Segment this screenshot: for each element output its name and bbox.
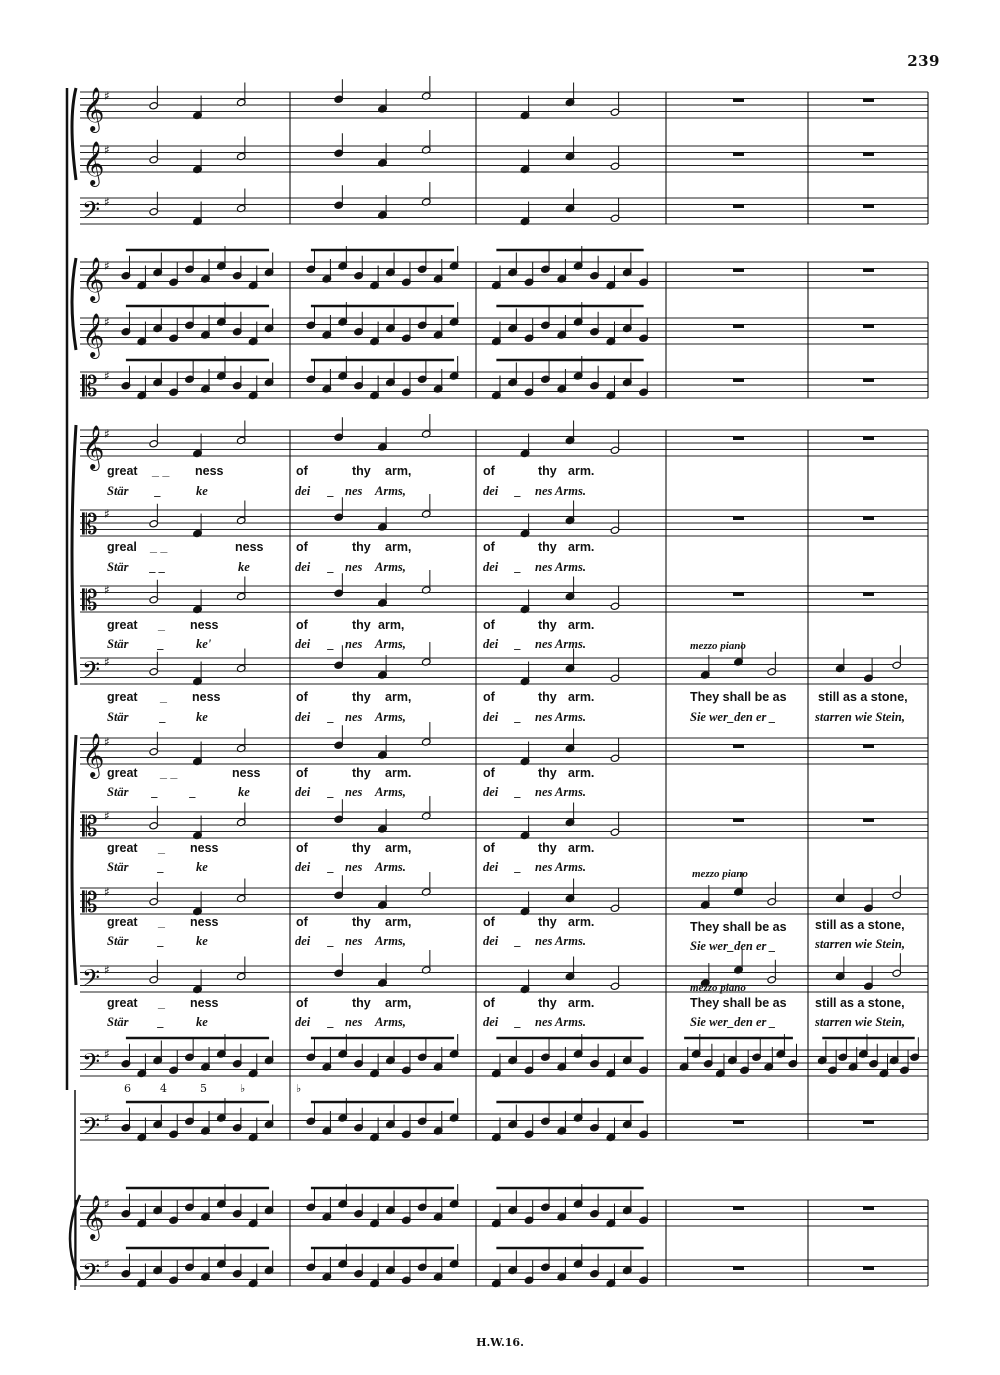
sharp-icon: ♯	[104, 963, 110, 977]
lyric: of	[483, 996, 495, 1010]
staff-lines	[80, 92, 928, 1286]
lyric: _	[158, 860, 165, 874]
clef-icon: 𝄢	[82, 1048, 101, 1081]
lyric: _	[328, 484, 335, 498]
lyric: _	[515, 484, 522, 498]
rest-icon	[734, 325, 744, 328]
sharp-icon: ♯	[104, 735, 110, 749]
lyric: nes	[345, 484, 363, 498]
lyric: arm.	[568, 996, 595, 1010]
lyric: Stär	[107, 860, 129, 874]
figured-bass-icon: 6	[124, 1082, 131, 1095]
lyric: thy	[538, 464, 557, 478]
lyric: ness	[192, 690, 221, 704]
lyric: Stär	[107, 934, 129, 948]
lyric: dei	[483, 637, 499, 651]
lyric: Arms,	[375, 1015, 406, 1029]
rest-icon	[734, 745, 744, 748]
lyric: dei	[295, 934, 311, 948]
clef-icon: 𝄞	[82, 87, 105, 131]
dynamic-marking: mezzo piano	[692, 868, 748, 880]
clef-icon: 𝄞	[82, 425, 105, 469]
lyric: thy	[538, 841, 557, 855]
lyric: ke	[196, 710, 208, 724]
lyric: nes	[345, 710, 363, 724]
lyric: greal	[107, 540, 137, 554]
lyric: nes	[345, 934, 363, 948]
lyric: great	[107, 690, 138, 704]
lyric: nes	[345, 785, 363, 799]
lyric: still as a stone,	[818, 690, 908, 704]
lyric: of	[483, 464, 495, 478]
lyric: Stär	[107, 484, 129, 498]
lyric: Arms,	[375, 637, 406, 651]
lyric: thy	[352, 915, 371, 929]
barlines	[76, 92, 928, 1286]
lyric: _	[515, 934, 522, 948]
lyric: dei	[295, 785, 311, 799]
rest-icon	[864, 379, 874, 382]
lyric: Arms,	[375, 484, 406, 498]
lyric: ke	[238, 560, 250, 574]
lyric: thy	[352, 996, 371, 1010]
rest-icon	[734, 517, 744, 520]
sharp-icon: ♯	[104, 655, 110, 669]
lyric: arm.	[385, 766, 412, 780]
lyric: great	[107, 766, 138, 780]
rest-icon	[864, 99, 874, 102]
sharp-icon: ♯	[104, 583, 110, 597]
dynamic-marking: mezzo piano	[690, 640, 746, 652]
lyric: Arms,	[375, 785, 406, 799]
dynamic-marking: mezzo piano	[690, 982, 746, 994]
lyric: dei	[483, 710, 499, 724]
lyric: _ _	[152, 464, 170, 478]
lyric: Sie wer_den er _	[690, 1015, 776, 1029]
lyric: Stär	[107, 785, 129, 799]
clef-icon: 𝄞	[82, 313, 105, 357]
lyric: arm,	[378, 618, 405, 632]
lyric: of	[296, 841, 308, 855]
rest-icon	[734, 1267, 744, 1270]
lyric: _	[158, 915, 165, 929]
lyric: _	[515, 1015, 522, 1029]
lyric: thy	[352, 766, 371, 780]
lyric: nes	[345, 860, 363, 874]
lyric: _	[328, 1015, 335, 1029]
lyric: dei	[483, 934, 499, 948]
lyric: dei	[295, 1015, 311, 1029]
lyric: _	[158, 637, 165, 651]
lyric: _	[515, 860, 522, 874]
lyric: arm,	[385, 540, 412, 554]
lyric: They shall be as	[690, 996, 787, 1010]
lyric: still as a stone,	[815, 996, 905, 1010]
lyric: arm,	[385, 996, 412, 1010]
sharp-icon: ♯	[104, 89, 110, 103]
lyric: great	[107, 841, 138, 855]
lyric: _	[158, 841, 165, 855]
lyric: ke	[196, 860, 208, 874]
sharp-icon: ♯	[104, 195, 110, 209]
lyric: arm.	[568, 766, 595, 780]
clef-icon: 𝄞	[82, 1195, 105, 1239]
lyric: of	[483, 841, 495, 855]
lyric: dei	[295, 484, 311, 498]
rest-icon	[864, 1121, 874, 1124]
lyric: of	[483, 690, 495, 704]
lyric: thy	[538, 618, 557, 632]
page-number: 239	[907, 52, 940, 70]
lyric: ke	[196, 934, 208, 948]
figured-bass-icon: ♭	[296, 1082, 302, 1095]
sharp-icon: ♯	[104, 507, 110, 521]
lyric: ness	[195, 464, 224, 478]
lyric: ke'	[196, 637, 212, 651]
lyric: nes Arms.	[535, 637, 586, 651]
lyric: of	[296, 766, 308, 780]
rest-icon	[864, 819, 874, 822]
lyric: ness	[190, 618, 219, 632]
lyric: of	[296, 464, 308, 478]
lyric: great	[107, 464, 138, 478]
lyric: ke	[196, 484, 208, 498]
lyric: _	[328, 637, 335, 651]
lyric: _	[158, 934, 165, 948]
lyric: nes Arms.	[535, 710, 586, 724]
lyric: thy	[352, 690, 371, 704]
lyric: of	[296, 540, 308, 554]
clef-icon: 𝄡	[82, 810, 98, 843]
sharp-icon: ♯	[104, 1257, 110, 1271]
lyric: _	[158, 1015, 165, 1029]
sharp-icon: ♯	[104, 885, 110, 899]
rest-icon	[734, 99, 744, 102]
lyric: dei	[483, 1015, 499, 1029]
lyric: thy	[352, 540, 371, 554]
lyric: arm.	[568, 915, 595, 929]
lyric: thy	[352, 464, 371, 478]
rest-icon	[734, 1207, 744, 1210]
clef-icon: 𝄞	[82, 733, 105, 777]
lyric: arm.	[568, 618, 595, 632]
lyric: arm.	[568, 464, 595, 478]
lyric: _	[515, 637, 522, 651]
figured-bass-icon: 4	[160, 1082, 167, 1095]
lyric: They shall be as	[690, 920, 787, 934]
lyric: dei	[483, 484, 499, 498]
lyric: arm.	[568, 540, 595, 554]
sharp-icon: ♯	[104, 1111, 110, 1125]
lyric: of	[483, 766, 495, 780]
lyric: nes	[345, 637, 363, 651]
lyric: Stär	[107, 637, 129, 651]
lyric: dei	[295, 637, 311, 651]
figured-bass-icon: 5	[200, 1082, 207, 1095]
lyric: _	[328, 710, 335, 724]
lyric: dei	[483, 860, 499, 874]
lyric: thy	[538, 540, 557, 554]
lyric: Stär	[107, 710, 129, 724]
lyric: nes	[345, 560, 363, 574]
lyric: ness	[235, 540, 264, 554]
lyric: nes Arms.	[535, 484, 586, 498]
lyric: _	[160, 710, 167, 724]
clef-icon: 𝄞	[82, 257, 105, 301]
lyric: _	[515, 560, 522, 574]
lyric: ness	[190, 996, 219, 1010]
lyric: ness	[190, 915, 219, 929]
system-brackets	[67, 88, 80, 1290]
lyric: of	[483, 540, 495, 554]
sharp-icon: ♯	[104, 369, 110, 383]
plate-mark: H.W.16.	[476, 1336, 524, 1349]
lyric: of	[483, 618, 495, 632]
clef-icon: 𝄡	[82, 886, 98, 919]
clef-icon: 𝄢	[82, 196, 101, 229]
lyric: dei	[295, 710, 311, 724]
lyric: nes Arms.	[535, 860, 586, 874]
notes	[121, 76, 919, 1288]
lyric: _ _	[150, 560, 166, 574]
rest-icon	[864, 593, 874, 596]
lyric: They shall be as	[690, 690, 787, 704]
lyric: thy	[538, 915, 557, 929]
rest-icon	[864, 1267, 874, 1270]
lyric: _	[152, 785, 159, 799]
lyric: dei	[295, 860, 311, 874]
lyric: dei	[483, 785, 499, 799]
sharp-icon: ♯	[104, 427, 110, 441]
clef-icon: 𝄢	[82, 964, 101, 997]
lyric: arm,	[385, 690, 412, 704]
lyric: thy	[538, 996, 557, 1010]
lyric: great	[107, 915, 138, 929]
lyric: _	[328, 934, 335, 948]
lyric: ness	[232, 766, 261, 780]
clef-icon: 𝄡	[82, 370, 98, 403]
lyric: _ _	[160, 766, 178, 780]
lyric: Arms,	[375, 560, 406, 574]
lyric: of	[296, 618, 308, 632]
sharp-icon: ♯	[104, 143, 110, 157]
lyric: _	[158, 996, 165, 1010]
rest-icon	[864, 325, 874, 328]
rest-icon	[864, 1207, 874, 1210]
lyric: arm.	[568, 841, 595, 855]
lyric: thy	[352, 618, 371, 632]
lyric: _	[158, 618, 165, 632]
clef-icon: 𝄡	[82, 508, 98, 541]
lyric: ke	[238, 785, 250, 799]
lyric: starren wie Stein,	[815, 1015, 905, 1029]
lyric: _	[160, 690, 167, 704]
lyric: _	[328, 860, 335, 874]
lyric: nes Arms.	[535, 934, 586, 948]
rest-icon	[864, 437, 874, 440]
lyric: great	[107, 996, 138, 1010]
lyric: of	[296, 915, 308, 929]
rest-icon	[734, 205, 744, 208]
lyric: thy	[352, 841, 371, 855]
lyric: dei	[295, 560, 311, 574]
rest-icon	[734, 153, 744, 156]
rest-icon	[864, 205, 874, 208]
clef-icon: 𝄞	[82, 141, 105, 185]
rest-icon	[734, 269, 744, 272]
lyric: nes	[345, 1015, 363, 1029]
lyric: _ _	[150, 540, 168, 554]
rest-icon	[864, 269, 874, 272]
lyric: Sie wer_den er _	[690, 939, 776, 953]
rest-icon	[864, 153, 874, 156]
rest-icon	[734, 437, 744, 440]
rest-icon	[734, 1121, 744, 1124]
lyric: _	[515, 710, 522, 724]
lyric: Stär	[107, 1015, 129, 1029]
lyric: _	[328, 785, 335, 799]
rest-icon	[734, 819, 744, 822]
lyric: arm,	[385, 464, 412, 478]
rest-icon	[734, 379, 744, 382]
lyric: _	[515, 785, 522, 799]
rest-icon	[864, 517, 874, 520]
lyric: ke	[196, 1015, 208, 1029]
lyric: Arms,	[375, 934, 406, 948]
lyric: great	[107, 618, 138, 632]
rest-icon	[734, 593, 744, 596]
lyric: starren wie Stein,	[815, 937, 905, 951]
lyric: nes Arms.	[535, 785, 586, 799]
lyric: arm,	[385, 841, 412, 855]
lyric: arm,	[385, 915, 412, 929]
lyric: Arms.	[375, 860, 406, 874]
sharp-icon: ♯	[104, 259, 110, 273]
lyric: still as a stone,	[815, 918, 905, 932]
lyric: arm.	[568, 690, 595, 704]
sharp-icon: ♯	[104, 1197, 110, 1211]
sharp-icon: ♯	[104, 809, 110, 823]
rest-icon	[864, 745, 874, 748]
clef-icon: 𝄢	[82, 656, 101, 689]
sharp-icon: ♯	[104, 1047, 110, 1061]
clef-icon: 𝄡	[82, 584, 98, 617]
lyric: _	[155, 484, 162, 498]
lyric: nes Arms.	[535, 560, 586, 574]
lyric: dei	[483, 560, 499, 574]
lyric: of	[296, 996, 308, 1010]
lyric: Arms,	[375, 710, 406, 724]
lyric: nes Arms.	[535, 1015, 586, 1029]
clef-icon: 𝄢	[82, 1112, 101, 1145]
sharp-icon: ♯	[104, 315, 110, 329]
lyric: _	[328, 560, 335, 574]
lyric: Sie wer_den er _	[690, 710, 776, 724]
lyric: ness	[190, 841, 219, 855]
lyric: starren wie Stein,	[815, 710, 905, 724]
lyric: thy	[538, 690, 557, 704]
lyric: thy	[538, 766, 557, 780]
lyric: of	[296, 690, 308, 704]
lyric: Stär	[107, 560, 129, 574]
figured-bass-icon: ♭	[240, 1082, 246, 1095]
clef-icon: 𝄢	[82, 1258, 101, 1291]
lyric: of	[483, 915, 495, 929]
lyric: _	[190, 785, 197, 799]
